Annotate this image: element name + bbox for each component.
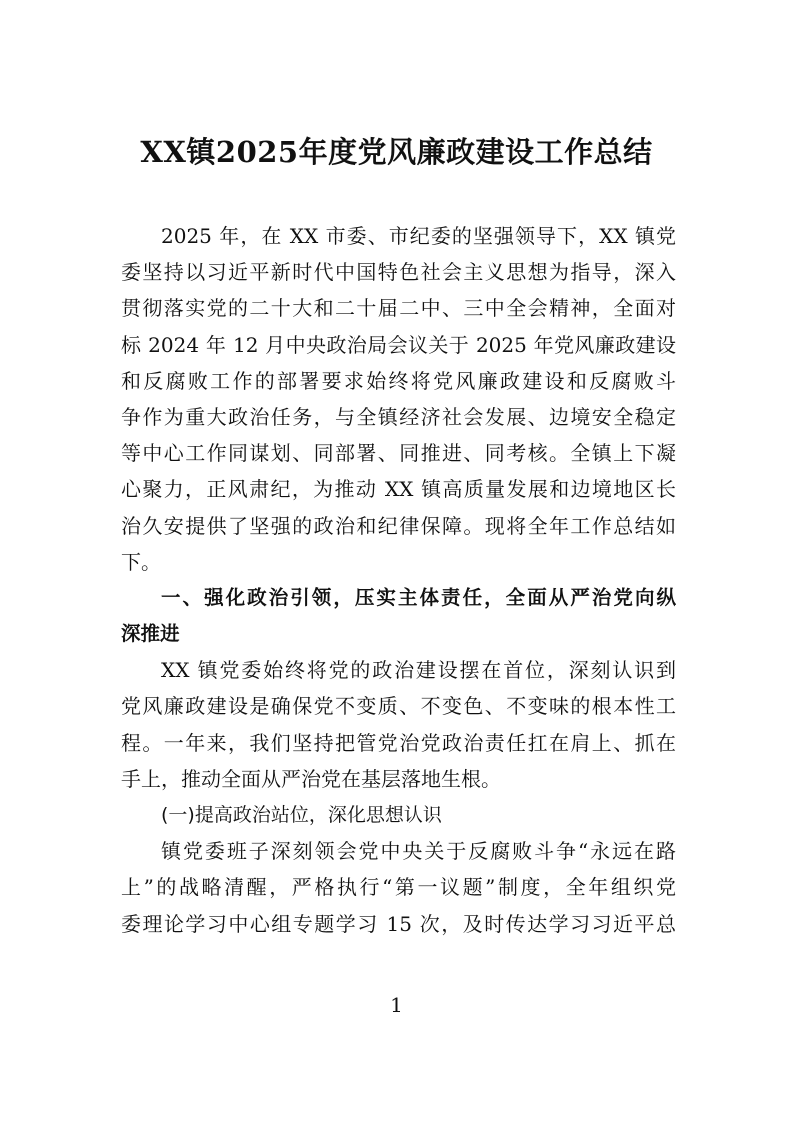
paragraph-line: 程。一年来，我们坚持把管党治党政治责任扛在肩上、抓在	[121, 730, 676, 755]
paragraph-line: 委坚持以习近平新时代中国特色社会主义思想为指导，深入	[121, 260, 676, 285]
section-heading-line: 深推进	[121, 622, 180, 646]
paragraph-line: 贯彻落实党的二十大和二十届二中、三中全会精神，全面对	[121, 296, 676, 321]
paragraph-line: 下。	[121, 549, 161, 574]
paragraph-line: 治久安提供了坚强的政治和纪律保障。现将全年工作总结如	[121, 513, 676, 538]
paragraph-line: 和反腐败工作的部署要求始终将党风廉政建设和反腐败斗	[121, 368, 676, 393]
paragraph-line: XX 镇党委始终将党的政治建设摆在首位，深刻认识到	[161, 658, 676, 683]
paragraph-line: 心聚力，正风肃纪，为推动 XX 镇高质量发展和边境地区长	[121, 477, 676, 502]
paragraph-line: 党风廉政建设是确保党不变质、不变色、不变味的根本性工	[121, 694, 676, 719]
document-title: XX镇2025年度党风廉政建设工作总结	[140, 135, 653, 169]
paragraph-line: 镇党委班子深刻领会党中央关于反腐败斗争“永远在路	[161, 839, 676, 864]
paragraph-line: 委理论学习中心组专题学习 15 次，及时传达学习习近平总	[121, 911, 676, 936]
paragraph-line: 等中心工作同谋划、同部署、同推进、同考核。全镇上下凝	[121, 441, 676, 466]
document-body	[121, 218, 676, 942]
paragraph-line: 争作为重大政治任务，与全镇经济社会发展、边境安全稳定	[121, 404, 676, 429]
paragraph-line: 2025 年，在 XX 市委、市纪委的坚强领导下，XX 镇党	[161, 224, 676, 248]
paragraph-line: 手上，推动全面从严治党在基层落地生根。	[121, 766, 501, 791]
subsection-heading: (一)提高政治站位，深化思想认识	[161, 804, 442, 826]
section-heading-line: 一、强化政治引领，压实主体责任，全面从严治党向纵	[161, 585, 676, 609]
page-number: 1	[390, 993, 403, 1017]
paragraph-line: 标 2024 年 12 月中央政治局会议关于 2025 年党风廉政建设	[121, 332, 676, 357]
paragraph-line: 上”的战略清醒，严格执行“第一议题”制度，全年组织党	[121, 875, 676, 900]
